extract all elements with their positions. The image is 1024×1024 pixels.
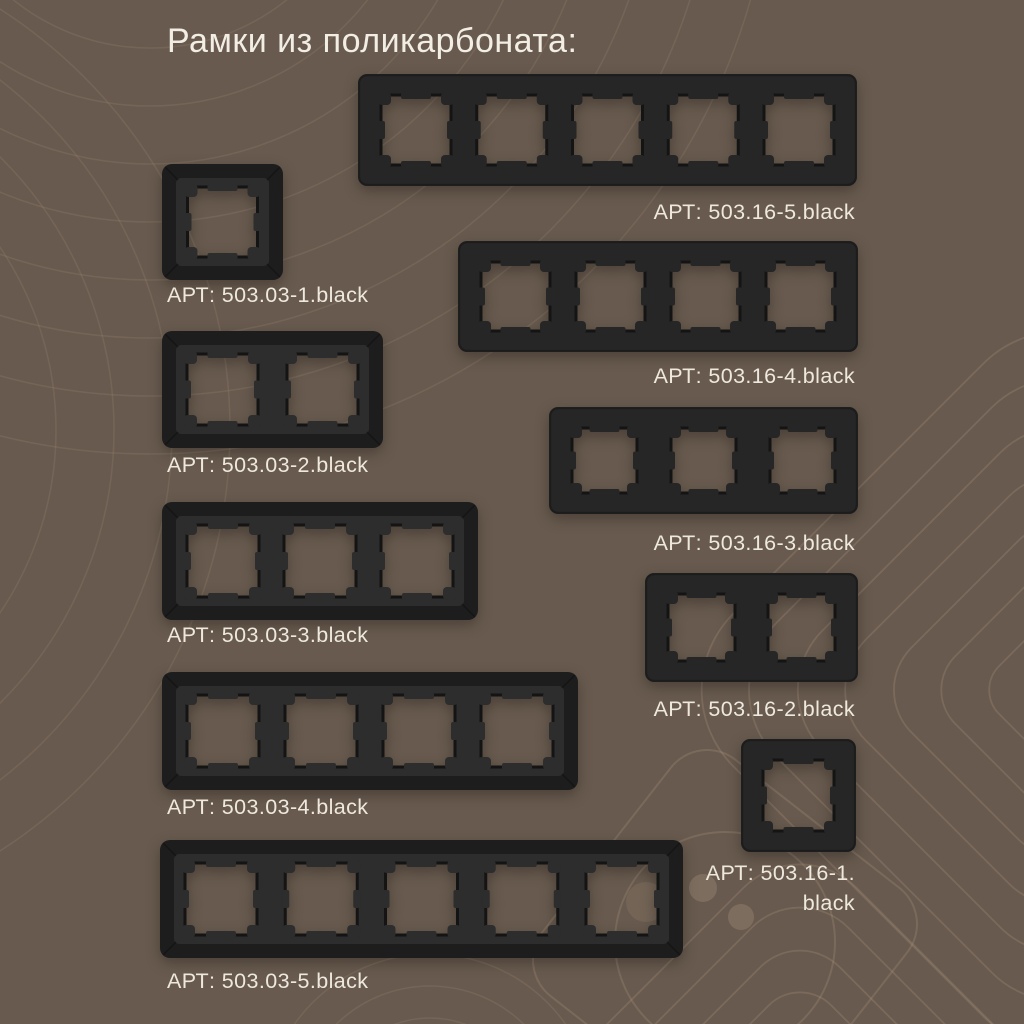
frame-image — [160, 840, 683, 958]
frame-image — [162, 502, 478, 620]
frame-image — [358, 74, 857, 186]
product-frame-503.16-1gang — [741, 739, 856, 852]
page-title: Рамки из поликарбоната: — [167, 22, 578, 60]
product-frame-503.16-2gang — [645, 573, 858, 682]
frame-image — [162, 672, 578, 790]
product-art-label: АРТ: 503.16-1. black — [705, 861, 855, 915]
frame-image — [458, 241, 858, 352]
product-art-label: АРТ: 503.16-4.black — [653, 364, 855, 388]
frame-image — [162, 331, 383, 448]
product-art-label: АРТ: 503.03-2.black — [167, 453, 369, 477]
product-frame-503.03-5gang — [160, 840, 683, 958]
product-frame-503.03-1gang — [162, 164, 283, 280]
product-frame-503.03-3gang — [162, 502, 478, 620]
frame-image — [549, 407, 858, 514]
product-art-label: АРТ: 503.16-3.black — [653, 531, 855, 555]
product-frame-503.03-4gang — [162, 672, 578, 790]
frame-image — [645, 573, 858, 682]
product-art-label: АРТ: 503.16-5.black — [653, 200, 855, 224]
product-art-label: АРТ: 503.03-5.black — [167, 969, 369, 993]
product-art-label: АРТ: 503.03-4.black — [167, 795, 369, 819]
product-frame-503.16-4gang — [458, 241, 858, 352]
product-frame-503.03-2gang — [162, 331, 383, 448]
product-art-label: АРТ: 503.03-1.black — [167, 283, 369, 307]
product-art-label: АРТ: 503.03-3.black — [167, 623, 369, 647]
product-frame-503.16-5gang — [358, 74, 857, 186]
frame-image — [741, 739, 856, 852]
frame-image — [162, 164, 283, 280]
product-art-label: АРТ: 503.16-2.black — [653, 697, 855, 721]
product-frame-503.16-3gang — [549, 407, 858, 514]
